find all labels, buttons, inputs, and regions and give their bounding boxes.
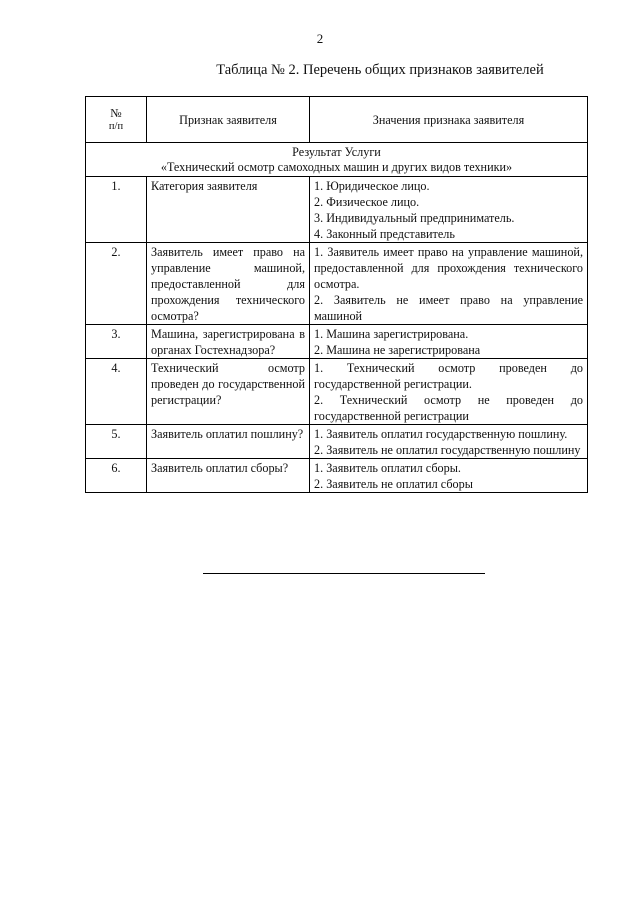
row-values bbox=[310, 325, 588, 359]
section-title: Результат Услуги bbox=[292, 145, 381, 159]
row-sign: Заявитель оплатил пошлину? bbox=[147, 425, 310, 459]
row-value-item: 1. Заявитель оплатил государственную пошлину. bbox=[314, 427, 568, 441]
row-value-item: 1. Заявитель оплатил сборы. bbox=[314, 461, 461, 475]
page-number: 2 bbox=[316, 31, 324, 46]
row-number: 3. bbox=[86, 325, 147, 359]
row-value-item: 1. Заявитель имеет право на управление машиной, предоставленной для прохождения технического осмотра. bbox=[314, 245, 583, 291]
row-sign: Технический осмотр проведен до государственной регистрации? bbox=[147, 359, 310, 425]
section-subtitle: «Технический осмотр самоходных машин и других видов техники» bbox=[160, 160, 513, 174]
row-value-item: 4. Законный представитель bbox=[314, 227, 455, 241]
row-sign: Заявитель оплатил сборы? bbox=[147, 459, 310, 493]
row-values bbox=[310, 177, 588, 243]
header-sign: Признак заявителя bbox=[147, 97, 310, 143]
row-value-item: 1. Юридическое лицо. bbox=[314, 179, 430, 193]
table-row bbox=[86, 177, 588, 243]
header-number-abbr: п/п bbox=[108, 121, 124, 132]
header-number bbox=[86, 97, 147, 143]
row-sign: Заявитель имеет право на управление машиной, предоставленной для прохождения технического осмотра? bbox=[147, 243, 310, 325]
row-values bbox=[310, 459, 588, 493]
applicant-signs-table bbox=[85, 96, 588, 493]
row-number: 6. bbox=[86, 459, 147, 493]
row-value-item: 3. Индивидуальный предприниматель. bbox=[314, 211, 515, 225]
table-row bbox=[86, 425, 588, 459]
row-values bbox=[310, 359, 588, 425]
row-value-item: 1. Машина зарегистрирована. bbox=[314, 327, 469, 341]
row-values bbox=[310, 243, 588, 325]
table-row bbox=[86, 325, 588, 359]
section-row bbox=[86, 143, 588, 177]
row-value-item: 2. Заявитель не имеет право на управление машиной bbox=[314, 293, 583, 323]
table-row bbox=[86, 459, 588, 493]
table-row bbox=[86, 359, 588, 425]
end-separator-line bbox=[203, 573, 485, 574]
row-values bbox=[310, 425, 588, 459]
row-number: 5. bbox=[86, 425, 147, 459]
table-header-row bbox=[86, 97, 588, 143]
table-title: Таблица № 2. Перечень общих признаков заявителей bbox=[216, 62, 544, 78]
row-number: 1. bbox=[86, 177, 147, 243]
row-sign: Машина, зарегистрирована в органах Гостехнадзора? bbox=[147, 325, 310, 359]
header-number-symbol: № bbox=[110, 106, 122, 120]
row-number: 2. bbox=[86, 243, 147, 325]
row-value-item: 1. Технический осмотр проведен до государственной регистрации. bbox=[314, 361, 583, 391]
row-value-item: 2. Заявитель не оплатил государственную пошлину bbox=[314, 443, 581, 457]
row-sign: Категория заявителя bbox=[147, 177, 310, 243]
row-value-item: 2. Машина не зарегистрирована bbox=[314, 343, 481, 357]
header-values: Значения признака заявителя bbox=[310, 97, 588, 143]
row-value-item: 2. Заявитель не оплатил сборы bbox=[314, 477, 473, 491]
row-number: 4. bbox=[86, 359, 147, 425]
row-value-item: 2. Технический осмотр не проведен до государственной регистрации bbox=[314, 393, 583, 423]
row-value-item: 2. Физическое лицо. bbox=[314, 195, 420, 209]
table-row bbox=[86, 243, 588, 325]
section-cell bbox=[86, 143, 588, 177]
